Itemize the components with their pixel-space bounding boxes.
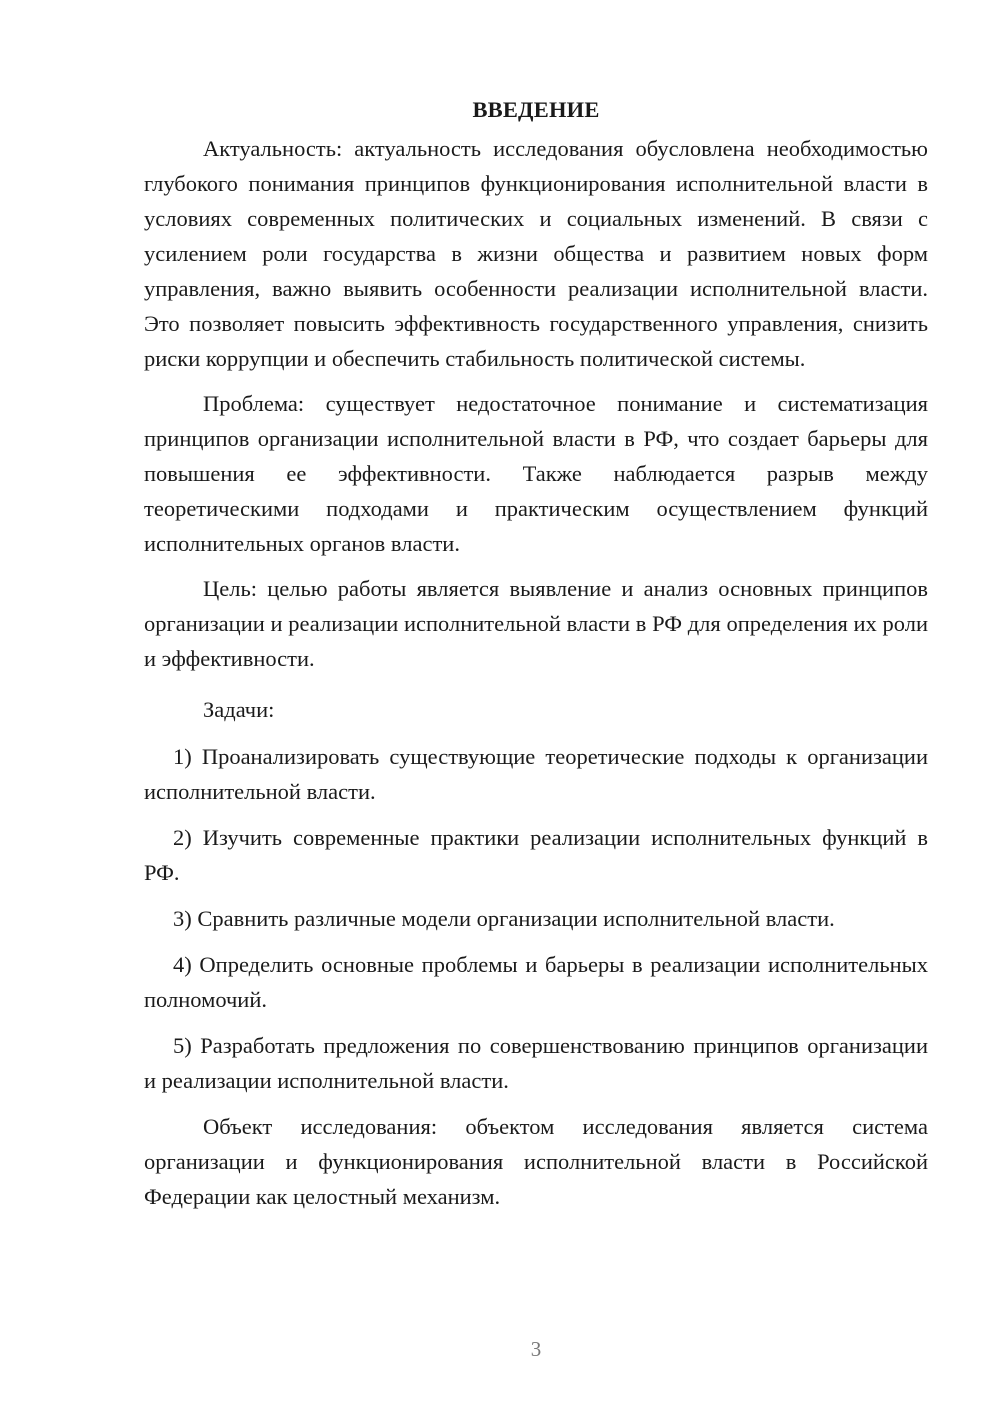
- task-item: 2) Изучить современные практики реализации исполнительных функций в РФ.: [144, 825, 928, 885]
- task-item: 3) Сравнить различные модели организации исполнительной власти.: [173, 906, 835, 931]
- task-item: 1) Проанализировать существующие теоретические подходы к организации исполнительной власти.: [144, 744, 928, 804]
- task-item: 4) Определить основные проблемы и барьеры в реализации исполнительных полномочий.: [144, 952, 928, 1012]
- object-paragraph: Объект исследования: объектом исследования является система организации и функционирования исполнительной власти в Российской Федерации как целостный механизм.: [144, 1114, 928, 1209]
- relevance-paragraph: Актуальность: актуальность исследования обусловлена необходимостью глубокого понимания принципов функционирования исполнительной власти в условиях современных политических и социальных изменений. В связи с усилением роли государства в жизни общества и развитием новых форм управления, важно выявить особенности реализации исполнительной власти. Это позволяет повысить эффективность государственного управления, снизить риски коррупции и обеспечить стабильность политической системы.: [144, 136, 928, 371]
- section-title: ВВЕДЕНИЕ: [472, 97, 600, 122]
- page-number: 3: [530, 1337, 542, 1361]
- page-content: [144, 92, 928, 1224]
- task-item: 5) Разработать предложения по совершенствованию принципов организации и реализации исполнительной власти.: [144, 1033, 928, 1093]
- problem-paragraph: Проблема: существует недостаточное понимание и систематизация принципов организации исполнительной власти в РФ, что создает барьеры для повышения ее эффективности. Также наблюдается разрыв между теоретическими подходами и практическим осуществлением функций исполнительных органов власти.: [144, 391, 928, 556]
- goal-paragraph: Цель: целью работы является выявление и анализ основных принципов организации и реализации исполнительной власти в РФ для определения их роли и эффективности.: [144, 576, 928, 671]
- tasks-heading: Задачи:: [203, 697, 275, 722]
